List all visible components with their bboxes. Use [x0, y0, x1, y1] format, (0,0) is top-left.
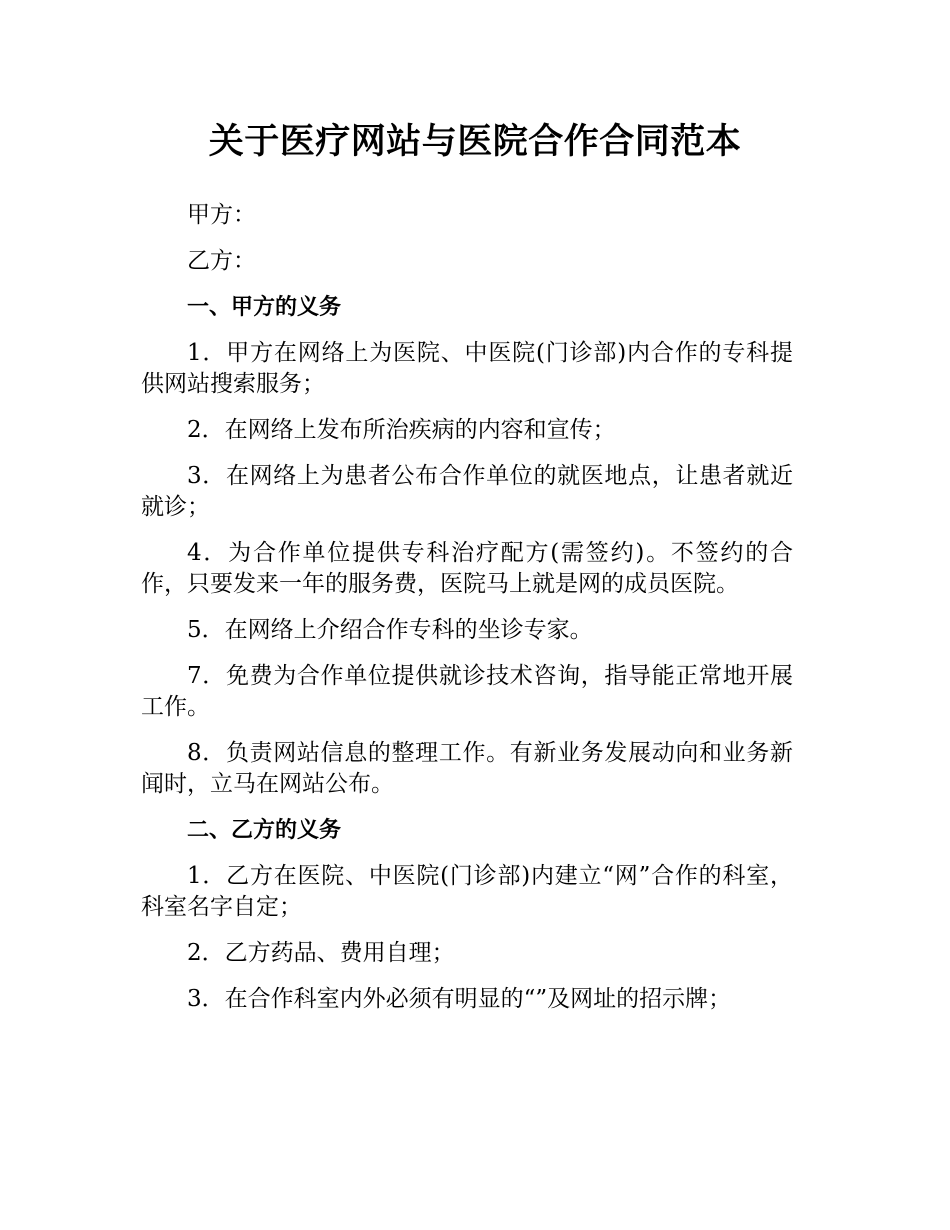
clause-a-7: 7．免费为合作单位提供就诊技术咨询，指导能正常地开展工作。	[141, 663, 793, 720]
document-body	[141, 200, 793, 1030]
section-heading-party-a-obligations: 一、甲方的义务	[187, 295, 342, 320]
clause-b-1: 1．乙方在医院、中医院(门诊部)内建立“网”合作的科室，科室名字自定；	[141, 863, 793, 920]
clause-a-8: 8．负责网站信息的整理工作。有新业务发展动向和业务新闻时，立马在网站公布。	[141, 740, 793, 797]
party-b-line: 乙方：	[187, 248, 256, 274]
clause-a-4: 4．为合作单位提供专科治疗配方(需签约)。不签约的合作，只要发来一年的服务费，医院马上就是网的成员医院。	[141, 540, 793, 597]
clause-a-1: 1．甲方在网络上为医院、中医院(门诊部)内合作的专科提供网站搜索服务；	[141, 340, 793, 397]
clause-b-2: 2．乙方药品、费用自理；	[187, 940, 455, 966]
document-title: 关于医疗网站与医院合作合同范本	[208, 122, 742, 162]
clause-b-3: 3．在合作科室内外必须有明显的“”及网址的招示牌；	[187, 986, 732, 1012]
section-heading-party-b-obligations: 二、乙方的义务	[187, 818, 342, 843]
clause-a-2: 2．在网络上发布所治疾病的内容和宣传；	[187, 417, 616, 443]
clause-a-5: 5．在网络上介绍合作专科的坐诊专家。	[187, 617, 593, 643]
party-a-line: 甲方：	[187, 202, 256, 228]
clause-a-3: 3．在网络上为患者公布合作单位的就医地点，让患者就近就诊；	[141, 463, 793, 520]
